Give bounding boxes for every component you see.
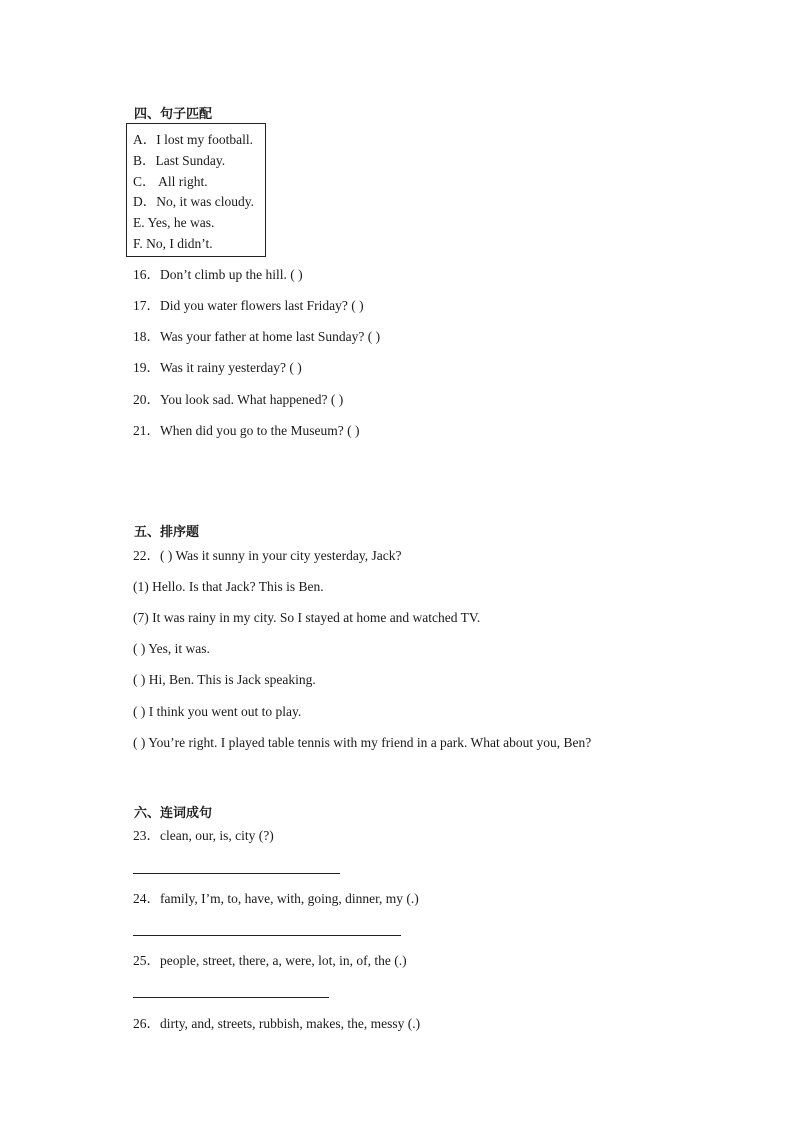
option-c: C． All right. (133, 174, 208, 189)
options-box (126, 123, 266, 257)
option-f: F. No, I didn’t. (133, 236, 213, 251)
section-5-title: 五、排序题 (134, 525, 200, 540)
question-23: 23．clean, our, is, city (?) (133, 828, 274, 843)
question-21: 21．When did you go to the Museum? ( ) (133, 423, 360, 438)
question-26: 26．dirty, and, streets, rubbish, makes, the, messy (.) (133, 1016, 421, 1031)
question-22: 22．( ) Was it sunny in your city yesterday, Jack? (133, 548, 402, 563)
dialogue-line-1: (1) Hello. Is that Jack? This is Ben. (133, 579, 324, 594)
question-18: 18．Was your father at home last Sunday? ( ) (133, 329, 381, 344)
question-25: 25．people, street, there, a, were, lot, in, of, the (.) (133, 953, 407, 968)
dialogue-line-blank: ( ) You’re right. I played table tennis with my friend in a park. What about you, Ben? (133, 735, 592, 750)
dialogue-line-blank: ( ) Yes, it was. (133, 641, 210, 656)
dialogue-line-7: (7) It was rainy in my city. So I stayed at home and watched TV. (133, 610, 481, 625)
answer-line-25[interactable] (133, 997, 329, 998)
answer-line-24[interactable] (133, 935, 401, 936)
section-6-title: 六、连词成句 (134, 806, 213, 821)
question-20: 20．You look sad. What happened? ( ) (133, 392, 344, 407)
answer-line-23[interactable] (133, 873, 340, 874)
section-4-title: 四、句子匹配 (134, 107, 213, 122)
option-e: E. Yes, he was. (133, 215, 215, 230)
dialogue-line-blank: ( ) Hi, Ben. This is Jack speaking. (133, 672, 316, 687)
dialogue-line-blank: ( ) I think you went out to play. (133, 704, 302, 719)
option-b: B．Last Sunday. (133, 153, 226, 168)
question-24: 24．family, I’m, to, have, with, going, dinner, my (.) (133, 891, 419, 906)
question-17: 17．Did you water flowers last Friday? ( ) (133, 298, 364, 313)
option-d: D．No, it was cloudy. (133, 194, 254, 209)
question-19: 19．Was it rainy yesterday? ( ) (133, 360, 302, 375)
question-16: 16．Don’t climb up the hill. ( ) (133, 267, 303, 282)
option-a: A．I lost my football. (133, 132, 253, 147)
